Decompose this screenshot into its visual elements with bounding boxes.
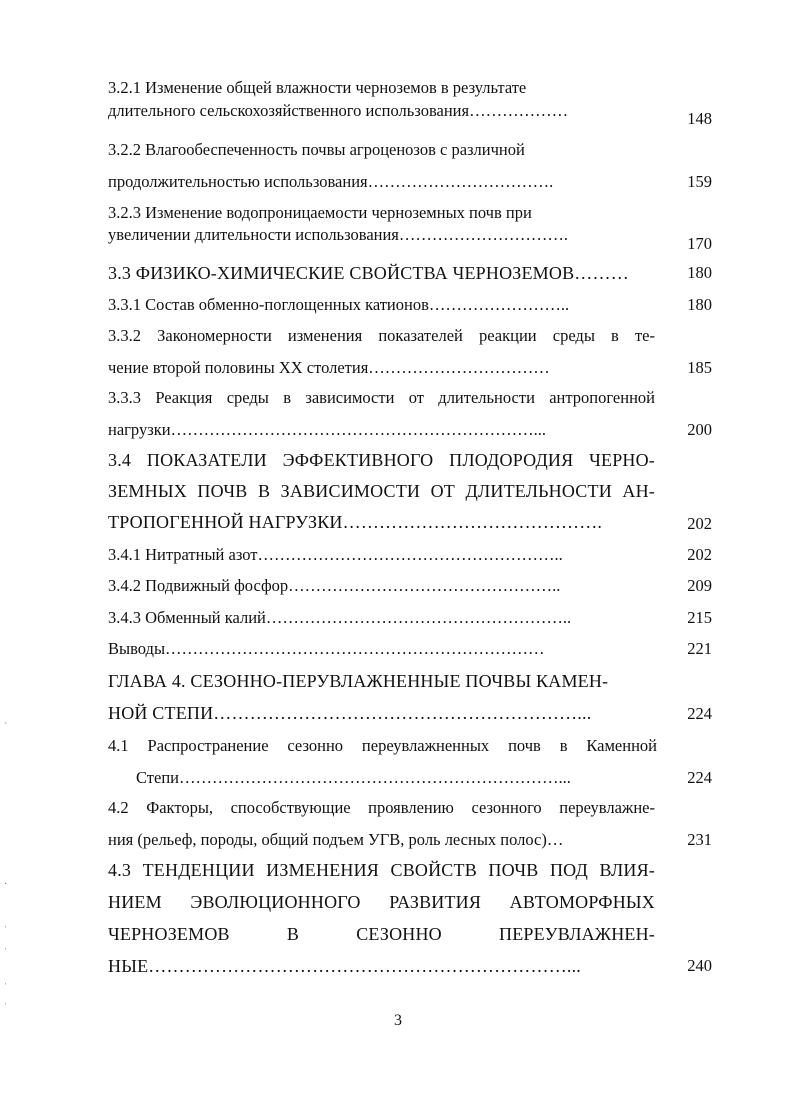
toc-entry-line: 4.1 Распространение сезонно переувлажненных почв в Каменной	[108, 736, 657, 755]
toc-entry-line: ЗЕМНЫХ ПОЧВ В ЗАВИСИМОСТИ ОТ ДЛИТЕЛЬНОСТИ АН-	[108, 481, 655, 501]
toc-entry-line: чение второй половины XX столетия……………………………	[108, 358, 550, 377]
toc-entry-line: 3.4.3 Обменный калий………………………………………………..	[108, 608, 572, 627]
toc-page-number: 170	[687, 234, 712, 253]
toc-page-number: 224	[687, 704, 712, 723]
toc-entry-3-4-1[interactable]	[108, 545, 712, 565]
toc-page-number: 231	[687, 830, 712, 849]
toc-page-number: 209	[687, 576, 712, 595]
toc-entry-line: 3.2.1 Изменение общей влажности черноземов в результате	[108, 78, 527, 97]
toc-entry-3-2-2[interactable]	[108, 140, 712, 192]
toc-page-number: 148	[687, 109, 712, 128]
toc-entry-line: НИЕМ ЭВОЛЮЦИОННОГО РАЗВИТИЯ АВТОМОРФНЫХ	[108, 892, 655, 912]
toc-page-number: 202	[687, 514, 712, 533]
scan-artifact: ˌ	[4, 939, 8, 950]
toc-page-number: 224	[687, 768, 712, 787]
toc-entry-line: продолжительностью использования…………………………….	[108, 172, 554, 191]
toc-entry-3-2-3[interactable]	[108, 203, 712, 253]
toc-entry-line: 3.3 ФИЗИКО-ХИМИЧЕСКИЕ СВОЙСТВА ЧЕРНОЗЕМОВ………	[108, 263, 629, 283]
toc-entry-chapter-4[interactable]	[108, 671, 712, 723]
toc-entry-line: 3.3.1 Состав обменно-поглощенных катионов……………………..	[108, 295, 570, 314]
toc-page-number: 240	[687, 956, 712, 975]
toc-entry-line: ЧЕРНОЗЕМОВ В СЕЗОННО ПЕРЕУВЛАЖНЕН-	[108, 924, 655, 944]
toc-entry-line: 3.4 ПОКАЗАТЕЛИ ЭФФЕКТИВНОГО ПЛОДОРОДИЯ ЧЕРНО-	[108, 450, 655, 470]
toc-entry-3-3[interactable]	[108, 263, 712, 283]
toc-entry-line: НЫЕ……………………………………………………………...	[108, 956, 581, 976]
scan-artifact: ˌ	[4, 974, 8, 985]
scan-artifact: ˌ	[4, 994, 8, 1005]
toc-page-number: 180	[687, 263, 712, 282]
toc-page-number: 221	[687, 639, 712, 658]
toc-page-number: 159	[687, 172, 712, 191]
toc-page-number: 185	[687, 358, 712, 377]
toc-entry-line: длительного сельскохозяйственного использования………………	[108, 101, 569, 120]
toc-entry-3-4-3[interactable]	[108, 608, 712, 628]
toc-entry-line: ГЛАВА 4. СЕЗОННО-ПЕРУВЛАЖНЕННЫЕ ПОЧВЫ КАМЕН-	[108, 671, 609, 691]
toc-entry-line: 4.3 ТЕНДЕНЦИИ ИЗМЕНЕНИЯ СВОЙСТВ ПОЧВ ПОД ВЛИЯ-	[108, 860, 655, 880]
toc-entry-line: 3.2.2 Влагообеспеченность почвы агроценозов с различной	[108, 140, 525, 159]
toc-entry-conclusions[interactable]	[108, 639, 712, 659]
toc-entry-line: 4.2 Факторы, способствующие проявлению сезонного переувлажне-	[108, 798, 655, 817]
toc-page-number: 202	[687, 545, 712, 564]
toc-entry-line: 3.3.2 Закономерности изменения показателей реакции среды в те-	[108, 326, 655, 345]
toc-entry-line: 3.3.3 Реакция среды в зависимости от длительности антропогенной	[108, 388, 655, 407]
toc-page-number: 200	[687, 420, 712, 439]
toc-entry-line: нагрузки…………………………………………………………...	[108, 420, 546, 439]
toc-page-number: 215	[687, 608, 712, 627]
toc-entry-line: 3.2.3 Изменение водопроницаемости черноземных почв при	[108, 203, 532, 222]
toc-entry-4-1[interactable]	[108, 736, 712, 788]
toc-entry-3-2-1[interactable]	[108, 78, 712, 128]
scan-artifact: ˴	[4, 717, 8, 728]
toc-entry-line: НОЙ СТЕПИ……………………………………………………...	[108, 703, 592, 723]
toc-page-number: 180	[687, 295, 712, 314]
toc-entry-3-3-3[interactable]	[108, 388, 712, 440]
scan-artifact: ˌ	[4, 917, 8, 928]
toc-entry-line: увеличении длительности использования………………………….	[108, 225, 569, 244]
toc-entry-line: Степи……………………………………………………………...	[136, 768, 571, 787]
toc-entry-line: Выводы……………………………………………………………	[108, 639, 545, 658]
scan-artifact: ·	[4, 879, 8, 890]
toc-entry-4-3[interactable]	[108, 860, 712, 976]
toc-entry-4-2[interactable]	[108, 798, 712, 850]
toc-entry-3-4[interactable]	[108, 450, 712, 532]
toc-entry-3-3-2[interactable]	[108, 326, 712, 378]
toc-entry-line: 3.4.2 Подвижный фосфор…………………………………………..	[108, 576, 561, 595]
toc-entry-line: ния (рельеф, породы, общий подъем УГВ, роль лесных полос)…	[108, 830, 564, 849]
page-number: 3	[394, 1012, 402, 1029]
toc-entry-3-4-2[interactable]	[108, 576, 712, 596]
toc-entry-line: 3.4.1 Нитратный азот………………………………………………..	[108, 545, 563, 564]
toc-entry-line: ТРОПОГЕННОЙ НАГРУЗКИ…………………………………….	[108, 512, 603, 532]
toc-entry-3-3-1[interactable]	[108, 295, 712, 315]
